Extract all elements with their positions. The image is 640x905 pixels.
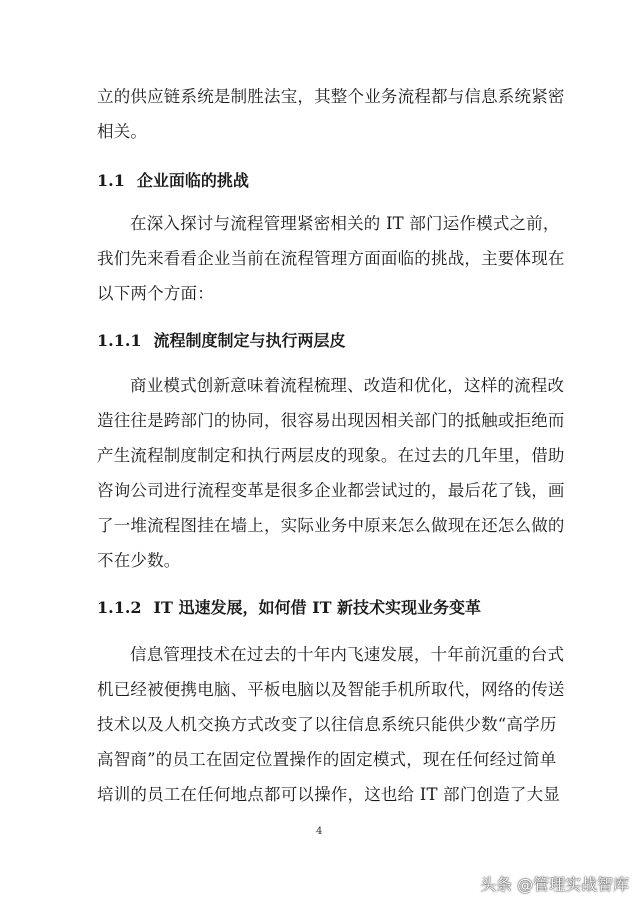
text-line: 立的供应链系统是制胜法宝，其整个业务流程都与信息系统紧密: [97, 87, 565, 106]
text-line: 培训的员工在任何地点都可以操作，这也给 IT 部门创造了大显: [97, 785, 561, 804]
section-title: 企业面临的挑战: [136, 171, 249, 190]
text-line: 咨询公司进行流程变革是很多企业都尝试过的，最后花了钱，画: [97, 481, 565, 500]
text-line: 高智商”的员工在固定位置操作的固定模式，现在任何经过简单: [97, 750, 557, 769]
intro-paragraph: [97, 79, 565, 149]
text-line: 商业模式创新意味着流程梳理、改造和优化，这样的流程改: [130, 376, 565, 395]
watermark: 头条 @管理实战智库: [480, 875, 630, 894]
text-line: 信息管理技术在过去的十年内飞速发展，十年前沉重的台式: [130, 645, 565, 664]
section-number: 1.1: [97, 171, 125, 190]
text-line: 技术以及人机交换方式改变了以往信息系统只能供少数“高学历: [97, 715, 557, 734]
page-number: 4: [316, 826, 323, 837]
paragraph-it-development: [97, 637, 565, 812]
text-line: 相关。: [97, 122, 148, 141]
section-title: IT 迅速发展，如何借 IT 新技术实现业务变革: [153, 598, 482, 617]
text-line: 造往往是跨部门的协同，很容易出现因相关部门的抵触或拒绝而: [97, 411, 565, 430]
paragraph-challenges-intro: [97, 206, 565, 311]
text-line: 了一堆流程图挂在墙上，实际业务中原来怎么做现在还怎么做的: [97, 516, 565, 535]
section-title: 流程制度制定与执行两层皮: [153, 331, 346, 350]
text-line: 以下两个方面：: [97, 284, 214, 303]
section-number: 1.1.1: [97, 331, 142, 350]
text-line: 产生流程制度制定和执行两层皮的现象。在过去的几年里，借助: [97, 446, 565, 465]
text-line: 机已经被便携电脑、平板电脑以及智能手机所取代，网络的传送: [97, 680, 565, 699]
paragraph-process-gap: [97, 368, 565, 578]
text-line: 不在少数。: [97, 551, 181, 570]
section-heading-1-1: [97, 168, 249, 191]
text-line: 我们先来看看企业当前在流程管理方面面临的挑战，主要体现在: [97, 249, 565, 268]
section-heading-1-1-2: [97, 595, 481, 618]
text-line: 在深入探讨与流程管理紧密相关的 IT 部门运作模式之前，: [130, 214, 560, 233]
section-heading-1-1-1: [97, 328, 346, 351]
section-number: 1.1.2: [97, 598, 142, 617]
